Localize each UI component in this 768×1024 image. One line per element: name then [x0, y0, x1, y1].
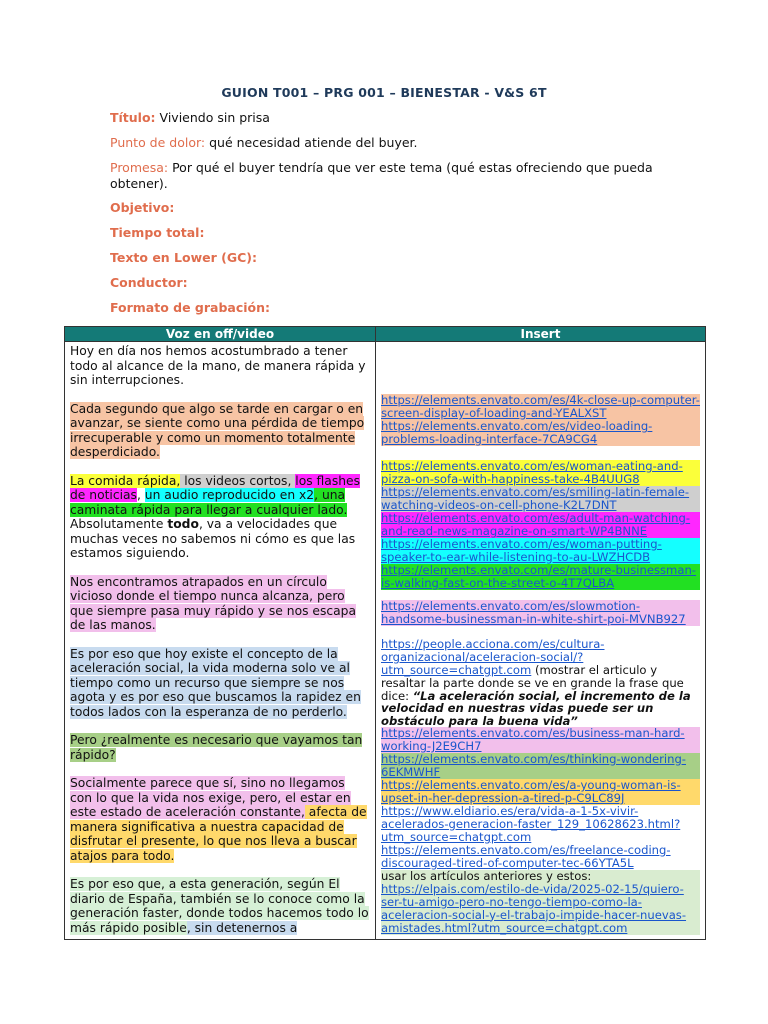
- insert-link[interactable]: https://elpais.com/estilo-de-vida/2025-02-15/quiero-ser-tu-amigo-pero-no-tengo-tiempo-como-la-aceleracion-social-y-el-trabajo-impide-hacer-nuevas-amistades.html?utm_source=chatgpt.com: [381, 881, 687, 935]
- insert-article-list: [381, 870, 700, 935]
- insert-link-row: [381, 538, 700, 564]
- insert-link[interactable]: https://people.acciona.com/es/cultura-organizacional/aceleracion-social/?utm_source=chatgpt.com: [381, 637, 605, 677]
- insert-link-row: [381, 727, 700, 753]
- voz-text: , va a velocidades que muchas veces no sabemos ni cómo es que las estamos siguiendo.: [70, 517, 356, 560]
- field-value: Viviendo sin prisa: [159, 110, 270, 125]
- field-objetivo: [110, 200, 670, 216]
- field-titulo: [110, 110, 670, 126]
- field-label: Tiempo total:: [110, 225, 205, 240]
- field-punto-de-dolor: [110, 135, 670, 151]
- voz-block-4: [70, 575, 370, 633]
- insert-link-row: [381, 486, 700, 512]
- column-header-insert: Insert: [376, 327, 706, 342]
- voz-text-bold: todo: [167, 517, 199, 531]
- insert-note-text: usar los artículos anteriores y estos:: [381, 869, 592, 883]
- voz-block-8: [70, 877, 370, 935]
- field-label: Formato de grabación:: [110, 300, 271, 315]
- insert-link-row: [381, 805, 700, 844]
- page-title: GUION T001 – PRG 001 – BIENESTAR - V&S 6T: [221, 85, 547, 100]
- field-value: Por qué el buyer tendría que ver este tema (qué estas ofreciendo que pueda obtener).: [110, 160, 653, 191]
- insert-link[interactable]: https://elements.envato.com/es/4k-close-up-computer-screen-display-of-loading-and-YEALXST: [381, 393, 700, 420]
- insert-link[interactable]: https://elements.envato.com/es/adult-man-watching-and-read-news-magazine-on-smart-WP4BNNE: [381, 511, 691, 538]
- voz-cell: [65, 342, 376, 940]
- table-header-row: [65, 327, 706, 342]
- insert-quote-text: “La aceleración social, el incremento de la velocidad en nuestras vidas puede ser un obstáculo para la buena vida”: [381, 688, 691, 728]
- insert-link-row: [381, 564, 700, 590]
- voz-text: Pero ¿realmente es necesario que vayamos tan rápido?: [70, 733, 363, 762]
- voz-text: Nos encontramos atrapados en un círculo vicioso donde el tiempo nunca alcanza, pero que siempre pasa muy rápido y se nos escapa de las manos.: [70, 574, 357, 632]
- insert-cell: [376, 342, 706, 940]
- field-tiempo-total: [110, 225, 670, 241]
- voz-block-6: [70, 733, 370, 762]
- field-label: Conductor:: [110, 275, 188, 290]
- insert-link-row: [381, 844, 700, 870]
- column-header-voz: Voz en off/video: [65, 327, 376, 342]
- voz-text: un audio reproducido en x2: [144, 488, 315, 502]
- insert-link-row: [381, 779, 700, 805]
- voz-block-5: [70, 647, 370, 720]
- voz-text: los flashes de noticias: [70, 473, 360, 502]
- field-label: Promesa:: [110, 160, 169, 175]
- voz-block-3: [70, 474, 370, 561]
- field-label: Punto de dolor:: [110, 135, 206, 150]
- insert-note-text: (mostrar el articulo y resaltar la parte donde se ve en grande la frase que dice:: [381, 663, 684, 703]
- insert-group-peach: [381, 394, 700, 446]
- insert-link[interactable]: https://elements.envato.com/es/mature-businessman-is-walking-fast-on-the-street-o-4T7QLBA: [381, 563, 696, 590]
- insert-link[interactable]: https://elements.envato.com/es/freelance-coding-discouraged-tired-of-computer-tec-66YTA5L: [381, 843, 671, 870]
- insert-link[interactable]: https://elements.envato.com/es/woman-putting-speaker-to-ear-while-listening-to-au-LWZHCDB: [381, 537, 662, 564]
- field-label: Título:: [110, 110, 156, 125]
- insert-link[interactable]: https://elements.envato.com/es/smiling-latin-female-watching-videos-on-cell-phone-K2L7DNT: [381, 485, 690, 512]
- voz-text: Hoy en día nos hemos acostumbrado a tener todo al alcance de la mano, de manera rápida y sin interrupciones.: [70, 344, 366, 387]
- voz-text: afecta de manera significativa a nuestra capacidad de disfrutar el presente, lo que nos lleva a buscar atajos para todo.: [70, 805, 367, 863]
- voz-text: , una caminata rápida para llegar a cualquier lado.: [70, 488, 348, 517]
- insert-link[interactable]: https://elements.envato.com/es/slowmotion-handsome-businessman-in-white-shirt-poi-MVNB927: [381, 599, 686, 626]
- field-texto-en-lower: [110, 250, 670, 266]
- voz-text: Cada segundo que algo se tarde en cargar o en avanzar, se siente como una pérdida de tiempo irrecuperable y como un momento totalmente desperdiciado.: [70, 401, 365, 459]
- voz-text: Socialmente parece que sí, sino no llegamos con lo que la vida nos exige, pero, el estar en este estado de aceleración constante,: [70, 776, 351, 819]
- insert-link-row: [381, 753, 700, 779]
- insert-link-row: [381, 460, 700, 486]
- field-label: Texto en Lower (GC):: [110, 250, 258, 265]
- insert-article-note: [381, 638, 700, 727]
- insert-link[interactable]: https://elements.envato.com/es/thinking-wondering-6EKMWHF: [381, 752, 686, 779]
- field-value: qué necesidad atiende del buyer.: [209, 135, 418, 150]
- voz-text: La comida rápida,: [70, 473, 181, 488]
- insert-link-row: [381, 512, 700, 538]
- voz-block-2: [70, 402, 370, 460]
- field-conductor: [110, 275, 670, 291]
- insert-link[interactable]: https://elements.envato.com/es/a-young-woman-is-upset-in-her-depression-a-tired-p-C9LC89J: [381, 778, 681, 805]
- script-table: [64, 326, 706, 940]
- insert-link[interactable]: https://elements.envato.com/es/business-man-hard-working-J2E9CH7: [381, 726, 685, 753]
- voz-text: Es por eso que, a esta generación, según El diario de España, también se lo conoce como la generación faster, donde todos hacemos todo lo más rápido posible: [70, 877, 369, 935]
- insert-link-row: [381, 600, 700, 626]
- voz-text: ,: [136, 488, 145, 502]
- voz-block-1: [70, 344, 370, 388]
- field-formato-de-grabacion: [110, 300, 670, 316]
- voz-text: Absolutamente: [70, 517, 168, 531]
- voz-text: , sin detenernos a: [186, 920, 298, 935]
- insert-link[interactable]: https://www.eldiario.es/era/vida-a-1-5x-vivir-acelerados-generacion-faster_129_10628623.html?utm_source=chatgpt.com: [381, 804, 681, 844]
- voz-text: Es por eso que hoy existe el concepto de la aceleración social, la vida moderna solo ve al tiempo como un recurso que siempre se nos agota y es por eso que buscamos la rapidez en todos lados con la esperanza de no perderlo.: [70, 646, 361, 719]
- voz-text: los videos cortos,: [180, 473, 296, 488]
- field-label: Objetivo:: [110, 200, 175, 215]
- table-row: [65, 342, 706, 940]
- insert-link[interactable]: https://elements.envato.com/es/video-loading-problems-loading-interface-7CA9CG4: [381, 419, 653, 446]
- field-promesa: [110, 160, 670, 192]
- insert-link[interactable]: https://elements.envato.com/es/woman-eating-and-pizza-on-sofa-with-happiness-take-4B4UUG8: [381, 459, 683, 486]
- voz-block-7: [70, 776, 370, 863]
